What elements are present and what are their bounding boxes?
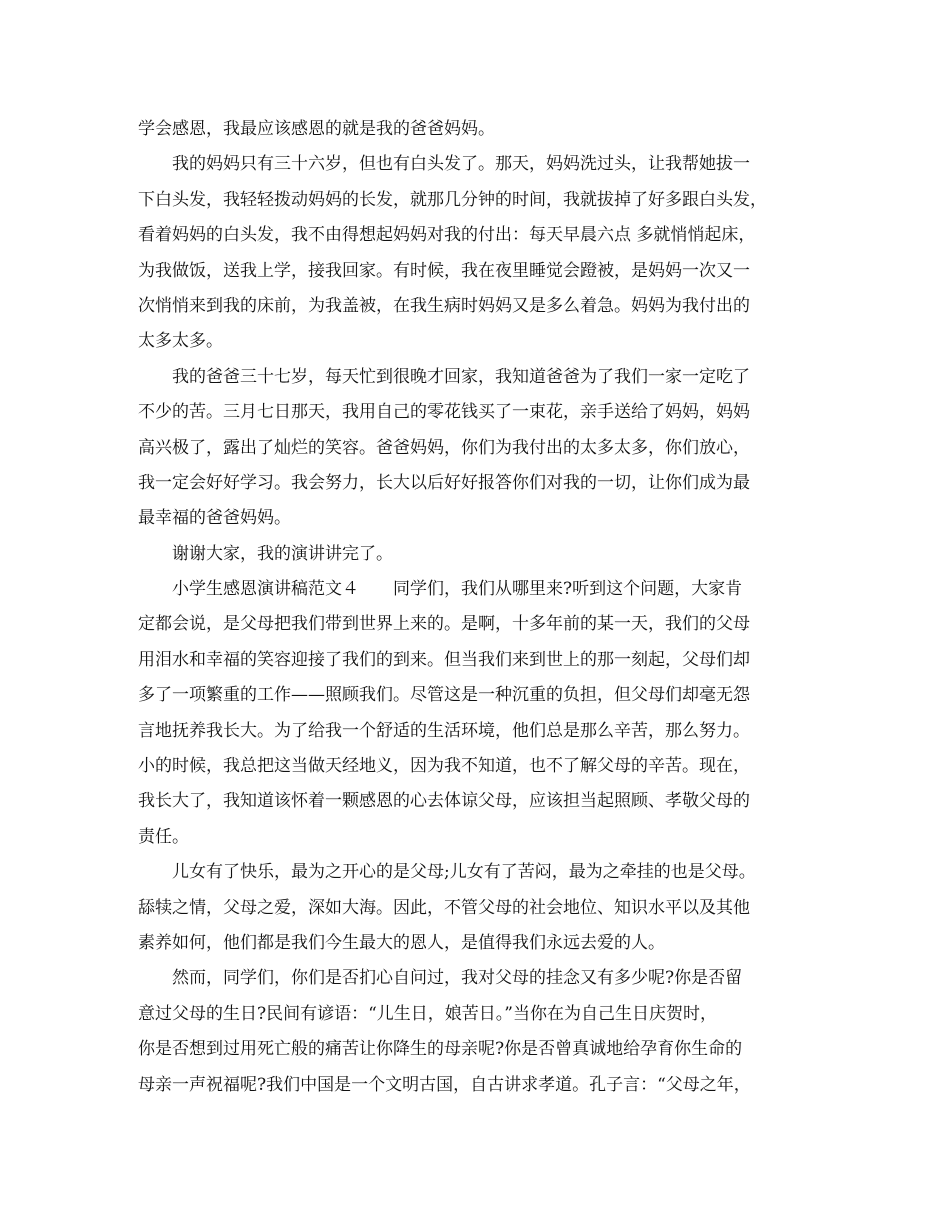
text-line: 次悄悄来到我的床前，为我盖被，在我生病时妈妈又是多么着急。妈妈为我付出的: [138, 295, 750, 316]
text-line: 定都会说，是父母把我们带到世界上来的。是啊，十多年前的某一天，我们的父母: [138, 614, 750, 635]
text-line: 言地抚养我长大。为了给我一个舒适的生活环境，他们总是那么辛苦，那么努力。: [138, 720, 750, 741]
text-line: 舔犊之情，父母之爱，深如大海。因此，不管父母的社会地位、知识水平以及其他: [138, 897, 750, 918]
text-line: 我的爸爸三十七岁，每天忙到很晚才回家，我知道爸爸为了我们一家一定吃了: [172, 366, 750, 387]
text-line: 学会感恩，我最应该感恩的就是我的爸爸妈妈。: [138, 119, 495, 139]
text-line: 下白头发，我轻轻拨动妈妈的长发，就那几分钟的时间，我就拔掉了好多跟白头发，: [138, 189, 767, 210]
text-line: 小学生感恩演讲稿范文４ 同学们，我们从哪里来?听到这个问题，大家肯: [172, 579, 743, 600]
text-line: 多了一项繁重的工作——照顾我们。尽管这是一种沉重的负担，但父母们却毫无怨: [138, 685, 750, 706]
text-line: 我的妈妈只有三十六岁，但也有白头发了。那天，妈妈洗过头，让我帮她拔一: [172, 154, 750, 175]
text-line: 你是否想到过用死亡般的痛苦让你降生的母亲呢?你是否曾真诚地给孕育你生命的: [138, 1039, 743, 1060]
text-line: 看着妈妈的白头发，我不由得想起妈妈对我的付出：每天早晨六点 多就悄悄起床，: [138, 225, 756, 246]
text-line: 高兴极了，露出了灿烂的笑容。爸爸妈妈，你们为我付出的太多太多，你们放心，: [138, 437, 750, 458]
text-line: 儿女有了快乐，最为之开心的是父母;儿女有了苦闷，最为之牵挂的也是父母。: [172, 862, 756, 883]
text-line: 然而，同学们，你们是否扪心自问过，我对父母的挂念又有多少呢?你是否留: [172, 968, 743, 989]
text-line: 谢谢大家，我的演讲讲完了。: [172, 543, 393, 564]
text-line: 责任。: [138, 826, 189, 847]
document-body: [138, 112, 828, 1103]
text-line: 不少的苦。三月七日那天，我用自己的零花钱买了一束花，亲手送给了妈妈，妈妈: [138, 402, 750, 423]
text-line: 素养如何，他们都是我们今生最大的恩人，是值得我们永远去爱的人。: [138, 932, 665, 953]
text-line: 母亲一声祝福呢?我们中国是一个文明古国，自古讲求孝道。孔子言：“父母之年，: [138, 1074, 751, 1095]
text-line: 为我做饭，送我上学，接我回家。有时候，我在夜里睡觉会蹬被，是妈妈一次又一: [138, 260, 750, 281]
text-line: 我长大了，我知道该怀着一颗感恩的心去体谅父母，应该担当起照顾、孝敬父母的: [138, 791, 750, 812]
text-line: 我一定会好好学习。我会努力，长大以后好好报答你们对我的一切，让你们成为最: [138, 472, 750, 493]
text-line: 意过父母的生日?民间有谚语：“儿生日，娘苦日。”当你在为自己生日庆贺时，: [138, 1003, 717, 1024]
text-line: 太多太多。: [138, 331, 223, 352]
text-line: 小的时候，我总把这当做天经地义，因为我不知道，也不了解父母的辛苦。现在，: [138, 756, 750, 777]
text-line: 最幸福的爸爸妈妈。: [138, 508, 291, 529]
text-line: 用泪水和幸福的笑容迎接了我们的到来。但当我们来到世上的那一刻起，父母们却: [138, 649, 750, 670]
